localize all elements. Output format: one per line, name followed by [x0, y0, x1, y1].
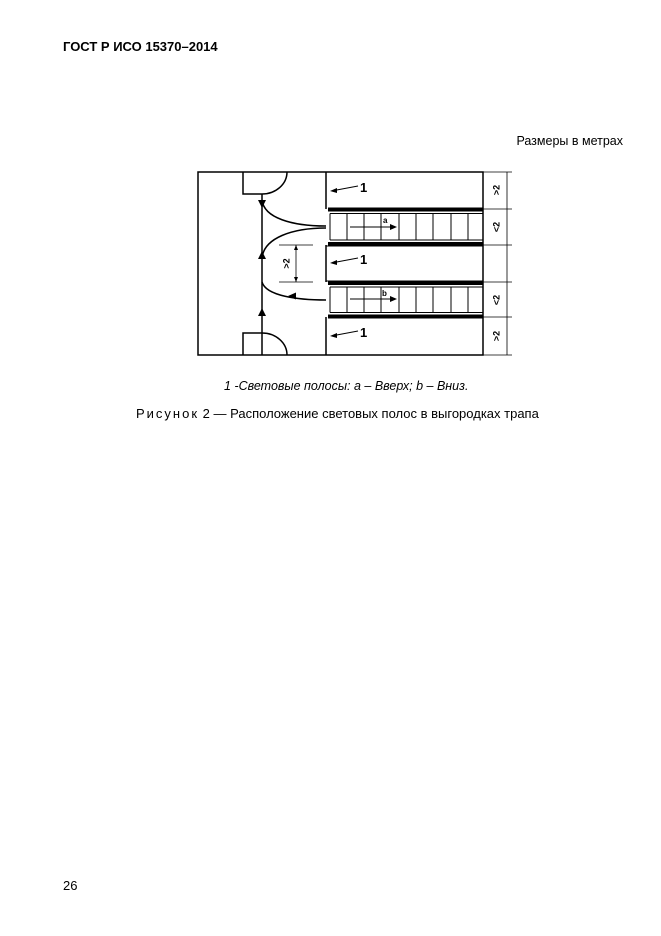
path-curve-out-of-top-flight: [262, 228, 326, 258]
dimension-label-left: >2: [281, 258, 292, 269]
callout-arrowhead-top: [330, 188, 337, 193]
callout-leader-middle: [334, 258, 358, 263]
dimension-label-right: <2: [491, 294, 502, 306]
callout-label-bottom: 1: [360, 325, 368, 340]
dimension-label-right: <2: [491, 221, 502, 233]
path-arrow-up: [258, 308, 266, 316]
flight-label-down: b: [382, 289, 387, 298]
enclosure-outline: [198, 172, 483, 355]
figure-caption-text: 2 — Расположение световых полос в выгородках трапа: [202, 406, 539, 421]
door-top-frame: [243, 172, 262, 194]
path-arrow-up: [258, 251, 266, 259]
bottom-flight-steps: [330, 287, 468, 313]
direction-arrow-down-head: [390, 296, 397, 302]
direction-arrow-up-head: [390, 224, 397, 230]
page-number: 26: [63, 878, 78, 893]
figure-legend: 1 -Световые полосы: a – Вверх; b – Вниз.: [224, 379, 469, 393]
document-code-header: ГОСТ Р ИСО 15370–2014: [63, 39, 218, 54]
callout-arrowhead-middle: [330, 260, 337, 265]
dimension-label-right: >2: [491, 184, 502, 196]
dim-left-arrowhead-bottom: [294, 277, 298, 282]
units-note: Размеры в метрах: [516, 134, 623, 148]
flight-label-up: a: [383, 216, 388, 225]
callout-arrowhead-bottom: [330, 333, 337, 338]
callout-label-middle: 1: [360, 252, 368, 267]
callout-leader-bottom: [334, 331, 358, 336]
door-bottom-frame: [243, 333, 262, 355]
door-bottom-swing: [262, 333, 287, 355]
callout-leader-top: [334, 186, 358, 191]
door-top-swing: [262, 172, 287, 194]
figure-caption: [136, 407, 539, 420]
figure-caption-label: Рисунок: [136, 406, 200, 421]
path-arrow-left: [288, 293, 296, 300]
stair-enclosure-diagram: [0, 160, 661, 370]
dim-left-arrowhead-top: [294, 245, 298, 250]
callout-label-top: 1: [360, 180, 368, 195]
path-curve-into-top-flight: [262, 200, 326, 226]
dimension-label-right: >2: [491, 330, 502, 342]
